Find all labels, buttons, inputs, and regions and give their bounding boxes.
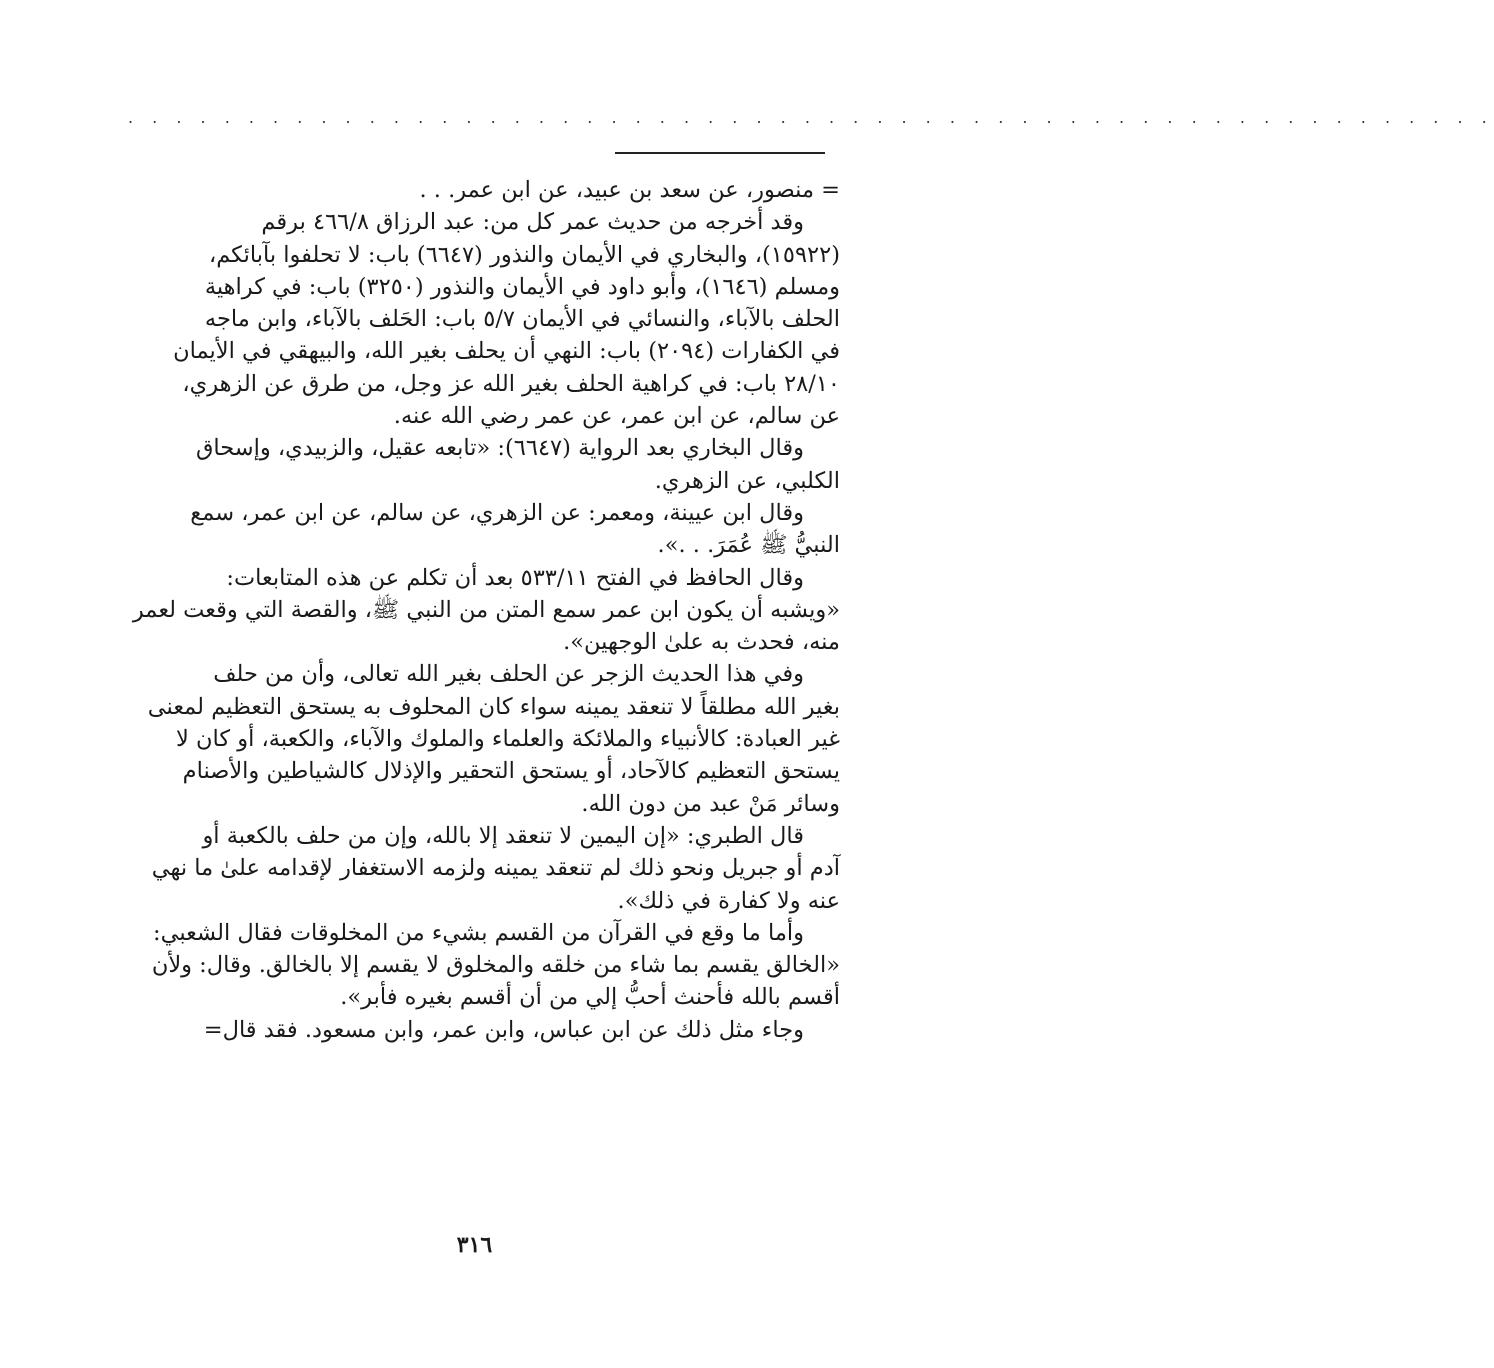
- text-line-26: أقسم بالله فأحنث أحبُّ إلي من أن أقسم بغيره فأبر».: [340, 984, 840, 1011]
- text-line-2: وقد أخرجه من حديث عمر كل من: عبد الرزاق ٤٦٦/٨ برقم: [261, 209, 804, 236]
- text-line-3: (١٥٩٢٢)، والبخاري في الأيمان والنذور (٦٦٤٧) باب: لا تحلفوا بآبائكم،: [208, 241, 840, 268]
- text-line-6: في الكفارات (٢٠٩٤) باب: النهي أن يحلف بغير الله، والبيهقي في الأيمان: [173, 338, 840, 365]
- dotted-separator: . . . . . . . . . . . . . . . . . . . . . . . . . . . . . . . . . . . . . . . . . . . . . . . . . . . . . . . . .: [128, 108, 1494, 127]
- text-line-19: يستحق التعظيم كالآحاد، أو يستحق التحقير والإذلال كالشياطين والأصنام: [182, 758, 840, 785]
- text-line-4: ومسلم (١٦٤٦)، وأبو داود في الأيمان والنذور (٣٢٥٠) باب: في كراهية: [204, 273, 840, 300]
- page-number: ٣١٦: [456, 1232, 493, 1258]
- text-line-12: النبيُّ ﷺ عُمَرَ. . .».: [657, 532, 840, 559]
- text-line-24: وأما ما وقع في القرآن من القسم بشيء من المخلوقات فقال الشعبي:: [153, 919, 804, 946]
- text-line-8: عن سالم، عن ابن عمر، عن عمر رضي الله عنه.: [393, 403, 840, 430]
- footnote-rule: [615, 152, 825, 154]
- text-line-20: وسائر مَنْ عبد من دون الله.: [581, 790, 840, 817]
- text-line-17: بغير الله مطلقاً لا تنعقد يمينه سواء كان المحلوف به يستحق التعظيم لمعنى: [147, 693, 840, 720]
- text-line-18: غير العبادة: كالأنبياء والملائكة والعلماء والملوك والآباء، والكعبة، أو كان لا: [176, 726, 840, 753]
- text-line-25: «الخالق يقسم بما شاء من خلقه والمخلوق لا يقسم إلا بالخالق. وقال: ولأن: [151, 952, 840, 979]
- text-line-7: ٢٨/١٠ باب: في كراهية الحلف بغير الله عز وجل، من طرق عن الزهري،: [182, 370, 840, 397]
- text-line-23: عنه ولا كفارة في ذلك».: [617, 887, 840, 914]
- text-line-11: وقال ابن عيينة، ومعمر: عن الزهري، عن سالم، عن ابن عمر، سمع: [190, 499, 804, 526]
- text-line-1: = منصور، عن سعد بن عبيد، عن ابن عمر. . .: [419, 177, 840, 203]
- text-line-15: منه، فحدث به علىٰ الوجهين».: [563, 629, 840, 656]
- text-line-16: وفي هذا الحديث الزجر عن الحلف بغير الله تعالى، وأن من حلف: [213, 661, 804, 688]
- text-line-9: وقال البخاري بعد الرواية (٦٦٤٧): «تابعه عقيل، والزبيدي، وإسحاق: [195, 435, 804, 462]
- text-line-21: قال الطبري: «إن اليمين لا تنعقد إلا بالله، وإن من حلف بالكعبة أو: [202, 822, 804, 849]
- text-line-22: آدم أو جبريل ونحو ذلك لم تنعقد يمينه ولزمه الاستغفار لإقدامه علىٰ ما نهي: [151, 855, 840, 882]
- text-line-14: «ويشبه أن يكون ابن عمر سمع المتن من النبي ﷺ، والقصة التي وقعت لعمر: [132, 596, 840, 623]
- text-line-10: الكلبي، عن الزهري.: [654, 467, 840, 494]
- text-line-27: وجاء مثل ذلك عن ابن عباس، وابن عمر، وابن مسعود. فقد قال=: [203, 1016, 804, 1043]
- text-line-5: الحلف بالآباء، والنسائي في الأيمان ٥/٧ باب: الحَلف بالآباء، وابن ماجه: [204, 306, 840, 333]
- footnote-text: [128, 174, 840, 1046]
- text-line-13: وقال الحافظ في الفتح ٥٣٣/١١ بعد أن تكلم عن هذه المتابعات:: [226, 564, 804, 591]
